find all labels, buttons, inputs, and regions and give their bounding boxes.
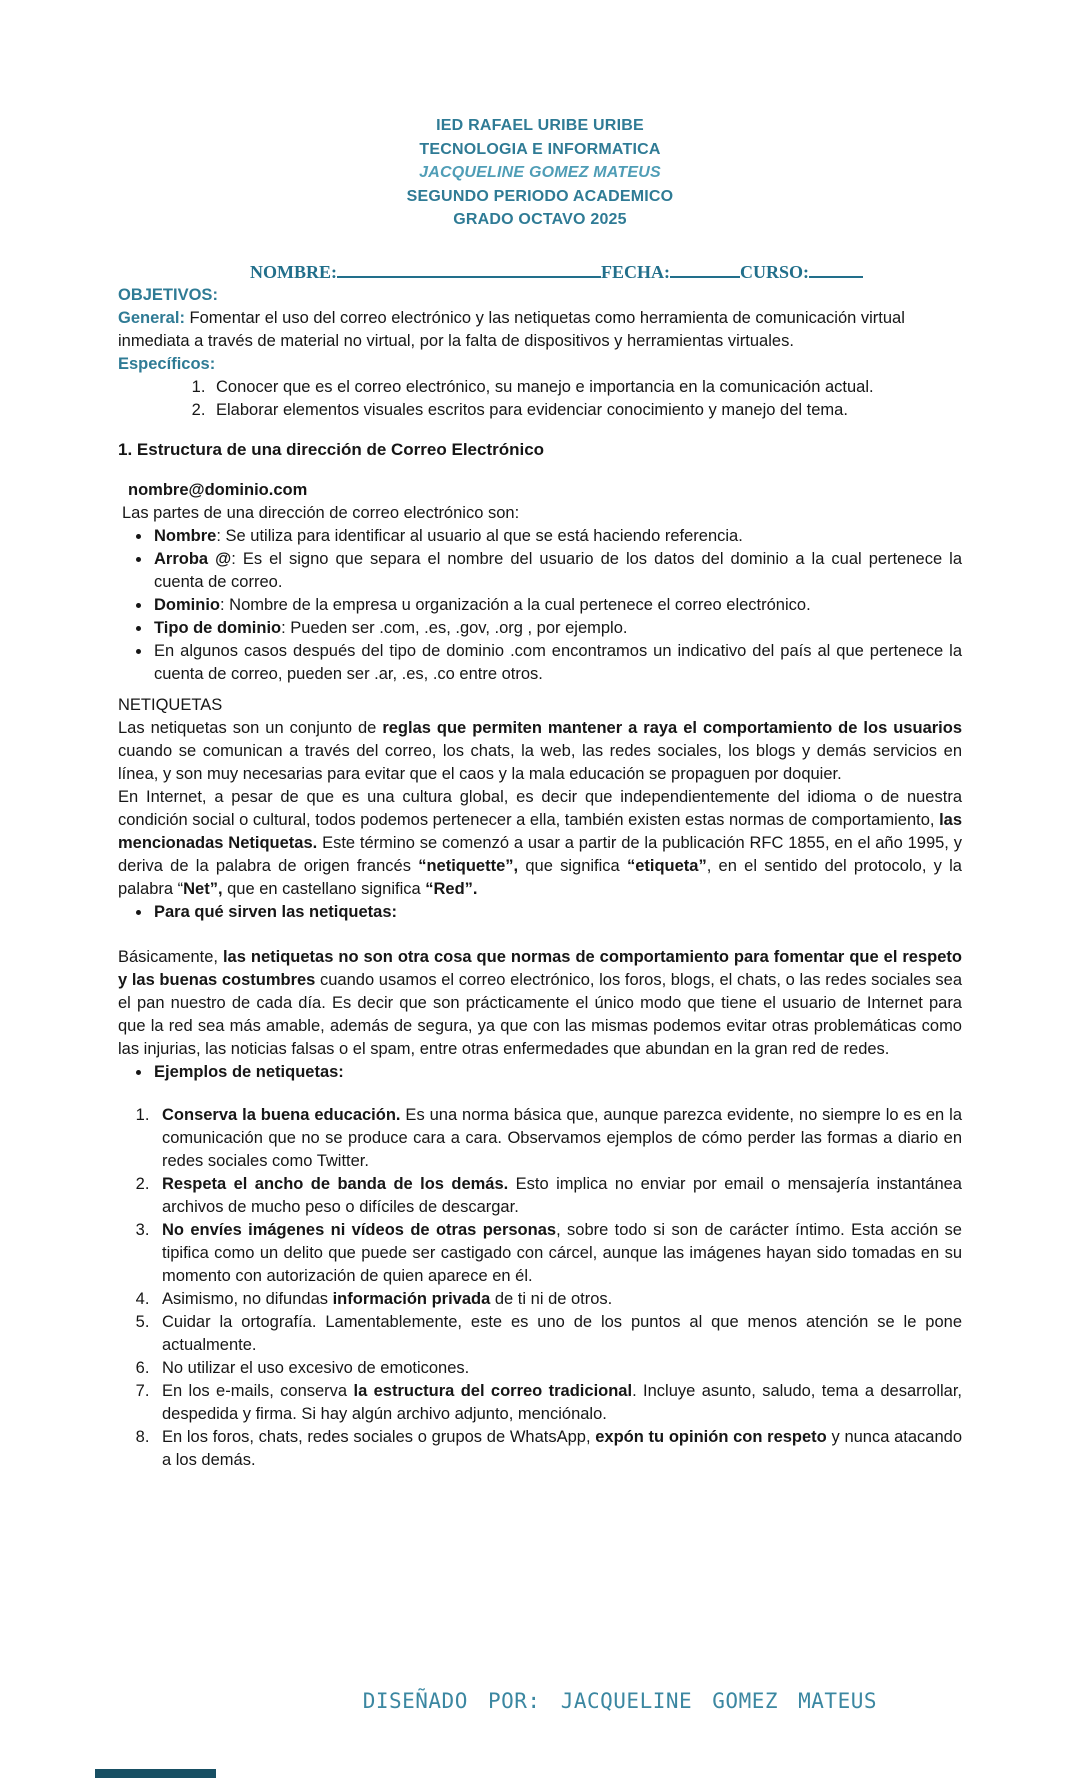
ejemplos-title: • Ejemplos de netiquetas: [152, 1061, 962, 1084]
email-example: nombre@dominio.com [128, 480, 308, 499]
objetivo-general: General: Fomentar el uso del correo electrónico y las netiquetas como herramienta de comunicación virtual inmediata a través de material no virtual, por la falta de dispositivos y herramientas virtuales. [118, 308, 905, 350]
ejemplos-bullet [118, 1061, 962, 1084]
nombre-label: NOMBRE: [250, 261, 337, 282]
ejemplo-item: 5. Cuidar la ortografía. Lamentablemente, este es uno de los puntos al que menos atención se le pone actualmente. [154, 1311, 962, 1357]
email-parts-intro: Las partes de una dirección de correo electrónico son: [122, 503, 520, 522]
spacer [118, 924, 962, 946]
para-que-bullet [118, 901, 962, 924]
curso-label: CURSO: [740, 261, 810, 282]
ejemplos-list [118, 1104, 962, 1472]
list-item: • Arroba @: Es el signo que separa el nombre del usuario de los datos del dominio a la cual pertenece la cuenta de correo. [152, 548, 962, 594]
objetivo-especifico-item: 1. Conocer que es el correo electrónico, su manejo e importancia en la comunicación actual. [210, 376, 962, 399]
header-subject: TECNOLOGIA E INFORMATICA [419, 140, 661, 158]
header-period: SEGUNDO PERIODO ACADEMICO [406, 187, 674, 205]
para-que-title: • Para qué sirven las netiquetas: [152, 901, 962, 924]
ejemplo-item: 3. No envíes imágenes ni vídeos de otras personas, sobre todo si son de carácter íntimo. Esta acción se tipifica como un delito que puede ser castigado con cárcel, aunque las imágenes hayan sido tomadas en su momento con autorización de quien aparece en él. [154, 1219, 962, 1288]
fecha-label: FECHA: [601, 261, 670, 282]
ejemplo-item: 6. No utilizar el uso excesivo de emoticones. [154, 1357, 962, 1380]
list-item: • Dominio: Nombre de la empresa u organización a la cual pertenece el correo electrónico. [152, 594, 962, 617]
spacer [118, 1084, 962, 1104]
netiquetas-paragraph-2: En Internet, a pesar de que es una cultura global, es decir que independientemente del idioma o de nuestra condición social o cultural, todos podemos pertenecer a ella, también existen estas normas de comportamiento, las mencionadas Netiquetas. Este término se comenzó a usar a partir de la publicación RFC 1855, en el año 1995, y deriva de la palabra de origen francés “netiquette”, que significa “etiqueta”, en el sentido del protocolo, y la palabra “Net”, que en castellano significa “Red”. [118, 787, 962, 898]
list-item: • Nombre: Se utiliza para identificar al usuario al que se está haciendo referencia. [152, 525, 962, 548]
document-header [118, 0, 962, 232]
objetivo-especifico-item: 2. Elaborar elementos visuales escritos para evidenciar conocimiento y manejo del tema. [210, 399, 962, 422]
nombre-blank[interactable] [337, 264, 601, 278]
netiquetas-paragraph-3: Básicamente, las netiquetas no son otra cosa que normas de comportamiento para fomentar que el respeto y las buenas costumbres cuando usamos el correo electrónico, los foros, blogs, el chats, o las redes sociales sea el pan nuestro de cada día. Es decir que son prácticamente el único modo que tiene el usuario de Internet para que la red sea más amable, además de segura, ya que con las mismas podemos evitar otras problemáticas como las injurias, las noticias falsas o el spam, entre otras enfermedades que abundan en la gran red de redes. [118, 947, 962, 1058]
ejemplo-item: 4. Asimismo, no difundas información privada de ti ni de otros. [154, 1288, 962, 1311]
objetivos-title: OBJETIVOS: [118, 285, 218, 304]
email-parts-list [118, 525, 962, 686]
page-bottom-bar [95, 1769, 216, 1778]
ejemplo-item: 2. Respeta el ancho de banda de los demás. Esto implica no enviar por email o mensajería instantánea archivos de mucho peso o difíciles de descargar. [154, 1173, 962, 1219]
header-teacher: JACQUELINE GOMEZ MATEUS [419, 164, 661, 181]
header-institution: IED RAFAEL URIBE URIBE [436, 117, 644, 134]
especificos-title: Específicos: [118, 354, 216, 373]
section1-title: 1. Estructura de una dirección de Correo Electrónico [118, 439, 545, 459]
fecha-blank[interactable] [670, 264, 740, 278]
student-fields-row [250, 260, 962, 284]
curso-blank[interactable] [809, 264, 863, 278]
list-item: • Tipo de dominio: Pueden ser .com, .es, .gov, .org , por ejemplo. [152, 617, 962, 640]
objetivos-especificos-list [118, 376, 962, 422]
header-grade: GRADO OCTAVO 2025 [453, 211, 627, 228]
netiquetas-title: NETIQUETAS [118, 695, 223, 714]
ejemplo-item: 8. En los foros, chats, redes sociales o grupos de WhatsApp, expón tu opinión con respeto y nunca atacando a los demás. [154, 1426, 962, 1472]
ejemplo-item: 1. Conserva la buena educación. Es una norma básica que, aunque parezca evidente, no siempre lo es en la comunicación que no se produce cara a cara. Observamos ejemplos de cómo perder las formas a diario en redes sociales como Twitter. [154, 1104, 962, 1173]
ejemplo-item: 7. En los e-mails, conserva la estructura del correo tradicional. Incluye asunto, saludo, tema a desarrollar, despedida y firma. Si hay algún archivo adjunto, menciónalo. [154, 1380, 962, 1426]
designed-by-footer: DISEÑADO POR: JACQUELINE GOMEZ MATEUS [362, 1689, 877, 1713]
list-item: • En algunos casos después del tipo de dominio .com encontramos un indicativo del país al que pertenece la cuenta de correo, pueden ser .ar, .es, .co entre otros. [152, 640, 962, 686]
netiquetas-paragraph-1: Las netiquetas son un conjunto de reglas que permiten mantener a raya el comportamiento de los usuarios cuando se comunican a través del correo, los chats, la web, las redes sociales, los blogs y demás servicios en línea, y son muy necesarias para evitar que el caos y la mala educación se propaguen por doquier. [118, 718, 962, 783]
